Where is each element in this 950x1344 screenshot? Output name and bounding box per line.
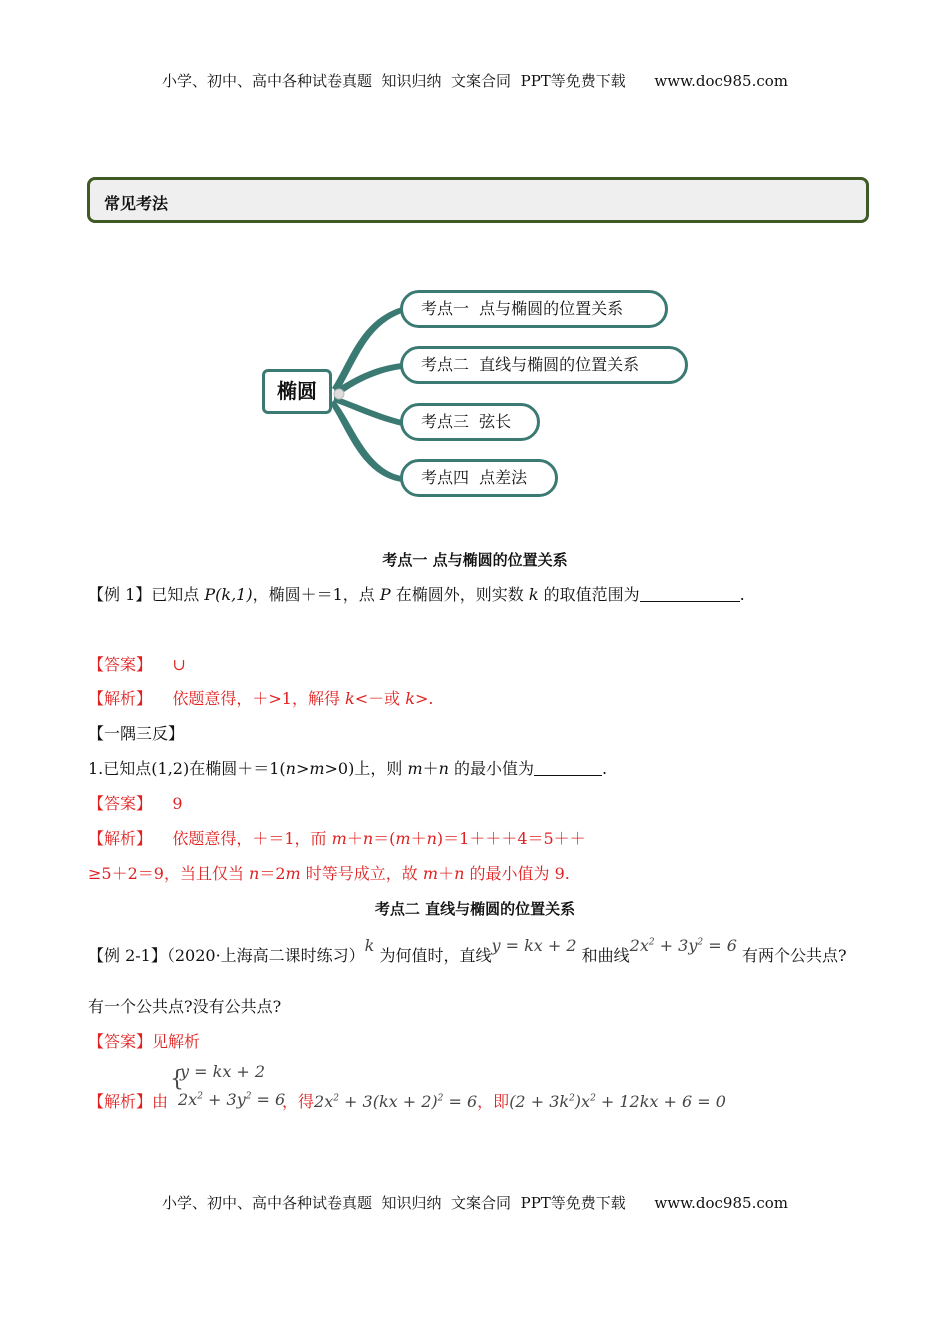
section-title: 常见考法: [104, 194, 169, 213]
kp1-heading: 考点一 点与椭圆的位置关系: [382, 551, 568, 569]
mindmap-root: 椭圆: [262, 369, 332, 414]
variation-question-1: 1.已知点(1,2)在椭圆＋＝1(n>m>0)上，则 m＋n 的最小值为 .: [88, 759, 608, 778]
mindmap-node-2: 考点二 直线与椭圆的位置关系: [400, 346, 688, 384]
page-footer: 小学、初中、高中各种试卷真题 知识归纳 文案合同 PPT等免费下载 www.doc985.com: [161, 1194, 788, 1212]
variation-1-solution-line-2: ≥5＋2＝9，当且仅当 n＝2m 时等号成立，故 m＋n 的最小值为 9.: [88, 864, 570, 883]
mindmap-node-4: 考点四 点差法: [400, 459, 558, 497]
system-top-equation: y = kx + 2: [180, 1062, 266, 1081]
example-1-solution: 【解析】 依题意得，＋>1，解得 k<－或 k>.: [88, 689, 434, 708]
example-2-1-solution-label: 【解析】由: [88, 1092, 169, 1111]
kp2-heading: 考点二 直线与椭圆的位置关系: [374, 900, 576, 918]
mindmap-joint: [334, 389, 344, 399]
example-1: 【例 1】已知点 P(k,1)，椭圆＋＝1，点 P 在椭圆外，则实数 k 的取值范围为 .: [88, 585, 745, 604]
page-header: 小学、初中、高中各种试卷真题 知识归纳 文案合同 PPT等免费下载 www.doc985.com: [161, 72, 788, 90]
branch-1: [332, 307, 402, 392]
system-bottom-equation: $2x^2 + 3y^2 = 6$: [178, 1090, 286, 1109]
example-2-1-line-2: 有一个公共点?没有公共点?: [88, 997, 282, 1016]
answer-blank: [640, 585, 740, 602]
example-2-1-answer: 【答案】见解析: [88, 1032, 201, 1051]
example-1-answer: 【答案】 ∪: [88, 655, 186, 674]
system-brace: {: [170, 1067, 184, 1092]
answer-blank: [534, 759, 602, 776]
mindmap-node-3: 考点三 弦长: [400, 403, 540, 441]
solution-derivation: ，得$2x^2 + 3(kx + 2)^2 = 6$，即$(2 + 3k^2)x^2 + 12kx + 6 = 0$: [282, 1092, 726, 1111]
variation-1-solution-line-1: 【解析】 依题意得，＋＝1，而 m＋n＝(m＋n)＝1＋＋＋4＝5＋＋: [88, 829, 586, 848]
variation-label: 【一隅三反】: [88, 724, 185, 743]
mindmap-connectors: [0, 0, 950, 520]
mindmap-node-1: 考点一 点与椭圆的位置关系: [400, 290, 668, 328]
variation-1-answer: 【答案】 9: [88, 794, 183, 813]
example-2-1: 【例 2-1】（2020·上海高二课时练习）k 为何值时，直线y = kx + 2 和曲线$2x^2 + 3y^2 = 6$ 有两个公共点?: [88, 936, 847, 965]
